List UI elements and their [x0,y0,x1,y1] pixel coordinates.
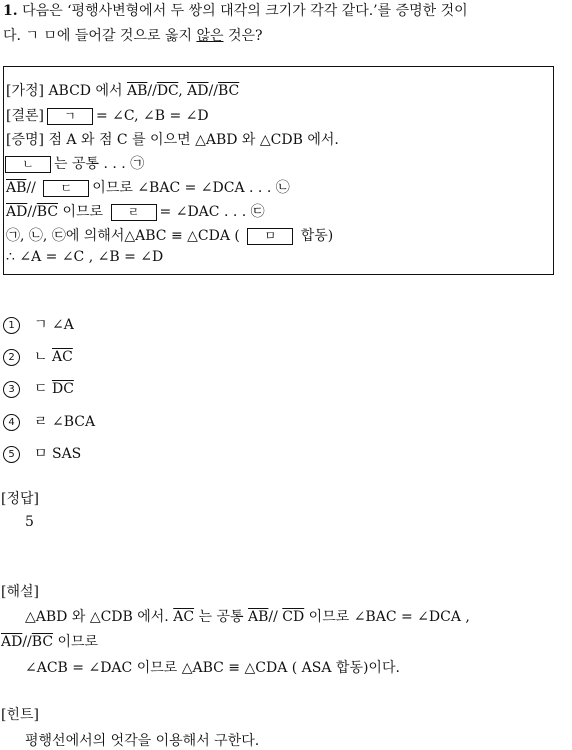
hint-label: [힌트] [1,707,39,723]
emphasis-underline: 않은 [196,28,224,44]
segment-cd: $\overline{CD}$ [282,609,305,625]
conclusion-text: = ∠C, ∠B = ∠D [95,108,209,124]
explanation-line-1 [25,606,470,626]
question-text-2: 다. ㄱ ㅁ에 들어갈 것으로 옳지 [3,28,197,44]
choice-value: ∠A [51,317,74,333]
choice-2[interactable] [3,346,73,366]
parallel-sign: // [268,609,283,625]
blank-box-digeut: ㄷ [43,180,89,197]
circle-mark-2: ㉡ [28,228,43,244]
answer-label: [정답] [1,491,39,507]
proof-step-5 [6,249,163,265]
choice-number-5: 5 [3,446,20,463]
choice-value: SAS [51,446,82,462]
question-text-1: 다음은 ‘평행사변형에서 두 쌍의 대각의 크기가 각각 같다.’를 증명한 것이 [22,3,468,19]
segment-dc: $\overline{DC}$ [156,83,179,99]
choice-segment-ac: $\overline{AC}$ [51,349,73,365]
choice-segment-dc: $\overline{DC}$ [51,381,74,397]
choice-3[interactable] [3,378,74,398]
hypothesis-label: [가정] [6,83,44,99]
proof-intro-text: 점 A 와 점 C 를 이으면 △ABD 와 △CDB 에서. [48,132,339,148]
conclusion-label: [결론] [6,108,44,124]
circle-mark-3: ㉢ [250,204,265,220]
blank-box-nieun: ㄴ [5,156,51,173]
segment-ad: $\overline{AD}$ [6,204,28,220]
circle-mark-2: ㉡ [275,180,290,196]
explanation-text: △ABD 와 △CDB 에서. [25,609,174,625]
explanation-text: 이므로 ∠BAC = ∠DCA , [304,609,470,625]
choice-jamo: ㄴ [34,349,48,365]
choice-jamo: ㅁ [34,446,48,462]
proof-intro-line [6,129,339,149]
hypothesis-text: ABCD 에서 [48,83,127,99]
explanation-line-3: ∠ACB = ∠DAC 이므로 △ABC ≡ △CDA ( ASA 합동)이다. [25,660,400,676]
step4-text: 에 의해서△ABC ≡ △CDA ( [65,228,245,244]
segment-ad: $\overline{AD}$ [1,634,23,650]
proof-step-1 [3,153,144,173]
segment-bc: $\overline{BC}$ [217,83,240,99]
step1-text: 는 공통 . . . [54,156,131,172]
segment-bc: $\overline{BC}$ [36,204,59,220]
choice-jamo: ㄷ [34,381,48,397]
explanation-label: [해설] [1,584,39,600]
hint-text: 평행선에서의 엇각을 이용해서 구한다. [25,733,260,749]
circle-mark-3: ㉢ [51,228,66,244]
proof-step-2 [6,177,290,197]
blank-box-rieul: ㄹ [111,204,157,221]
question-line-2 [3,25,263,45]
parallel-sign: // [26,180,41,196]
circle-mark-1: ㉠ [6,228,20,244]
segment-ac: $\overline{AC}$ [173,609,195,625]
segment-bc: $\overline{BC}$ [31,634,54,650]
step2-text: 이므로 ∠BAC = ∠DCA . . . [92,180,276,196]
explanation-text: 이므로 [53,634,99,650]
choice-5[interactable] [3,443,81,463]
step3-text-2: = ∠DAC . . . [159,204,251,220]
question-text-3: 것은? [223,28,263,44]
proof-label: [증명] [6,132,44,148]
segment-ab: $\overline{AB}$ [247,609,269,625]
segment-ab: $\overline{AB}$ [6,180,27,196]
step5-text: ∴ ∠A = ∠C , ∠B = ∠D [6,249,164,265]
question-line-1 [3,0,468,20]
choice-number-2: 2 [3,349,20,366]
choice-number-3: 3 [3,381,20,398]
explanation-text: 는 공통 [194,609,248,625]
step3-text-1: 이므로 [58,204,108,220]
hypothesis-line: [가정] ABCD 에서 $\overline{AB}//\overline{DC}$, $\overline{AD}//\overline{BC}$ [6,83,240,99]
answer-value: 5 [25,514,34,530]
blank-box-mieum: ㅁ [247,228,293,245]
segment-ab: $\overline{AB}$ [126,83,148,99]
step4-tail: 합동) [296,228,334,244]
conclusion-line [6,105,209,125]
explanation-line-2: $\overline{AD}//\overline{BC}$ 이므로 [1,634,99,650]
choice-value: ∠BCA [51,414,96,430]
proof-step-4: ㉠, ㉡, ㉢에 의해서△ABC ≡ △CDA ( ㅁ 합동) [6,228,334,244]
proof-step-3: $\overline{AD}//\overline{BC}$ 이므로 ㄹ = ∠DAC . . . ㉢ [6,204,265,220]
choice-number-4: 4 [3,414,20,431]
circle-mark-1: ㉠ [130,156,145,172]
segment-ad: $\overline{AD}$ [187,83,209,99]
choice-number-1: 1 [3,317,20,334]
choice-jamo: ㄱ [34,317,48,333]
choice-jamo: ㄹ [34,414,48,430]
choice-1[interactable] [3,314,74,334]
question-number: 1. [3,3,18,19]
choice-4[interactable] [3,411,95,431]
blank-box-giyeok: ㄱ [47,108,93,125]
